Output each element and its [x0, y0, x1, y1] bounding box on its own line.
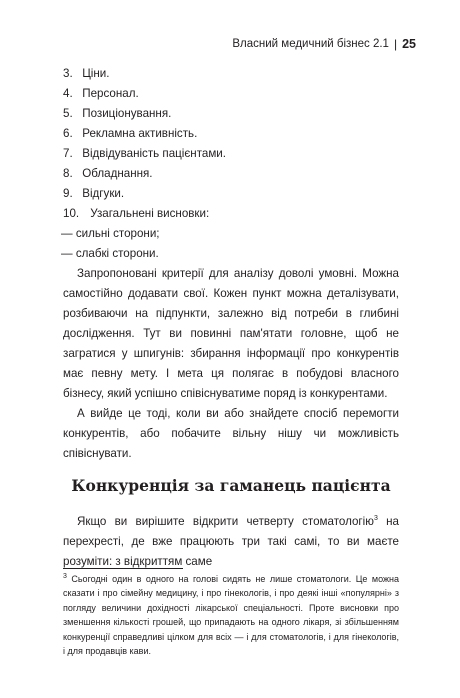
paragraph: А вийде це тоді, коли ви або знайдете спосіб перемогти конкурентів, або побачите вільну нішу чи можливість співіснувати. [63, 407, 399, 460]
list-item-number: 9. [63, 187, 73, 200]
list-item-text: Персонал. [82, 87, 139, 100]
list-item [63, 164, 403, 184]
paragraph: Запропоновані критерії для аналізу доволі умовні. Можна самостійно додавати свої. Кожен пункт можна деталізувати, розбиваючи на підпункти, залежно від потреби в глибині дослідження. Тут ви повинні пам'ятати головне, щоб не загратися у шпигунів: збирання інформації про конкурентів має певну мету. І мета ця полягає в побудові власного бізнесу, який успішно співіснуватиме поряд із конкурентами. [63, 267, 399, 400]
footnote [63, 572, 399, 658]
list-item-text: Відгуки. [82, 187, 125, 200]
list-item-number: 5. [63, 107, 73, 120]
list-item [63, 104, 403, 124]
section-heading: Конкуренція за гаманець пацієнта [71, 476, 391, 495]
footnote-text: Сьогодні один в одного на голові сидять не лише стоматологи. Це можна сказати і про сімейну медицину, і про гінекологів, і про деякі інші «популярні» з погляду величини дохідності лікарської спеціальності. Проте висновки про зменшення кількості грошей, що припадають на одного лікаря, зі збільшенням конкуренції справедливі цілком для всіх — і для стоматологів, і для гінекологів, і для продавців кави. [63, 574, 399, 657]
list-item [63, 144, 403, 164]
list-item-number: 3. [63, 67, 73, 80]
list-item-text: Узагальнені висновки: [90, 207, 210, 220]
paragraph [63, 512, 399, 572]
list-item-number: 4. [63, 87, 73, 100]
header-separator: | [393, 37, 398, 51]
list-item [63, 204, 403, 224]
list-item-number: 10. [63, 207, 80, 220]
list-item [63, 64, 403, 84]
body-text [63, 264, 399, 464]
paragraph-text: Якщо ви вирішите відкрити четверту стоматологію [77, 515, 374, 528]
list-item-text: Обладнання. [82, 167, 153, 180]
paragraph-text: на перехресті, де вже працюють три такі самі, то ви маєте розуміти: з відкриттям саме [63, 515, 399, 568]
footnote-marker: 3 [63, 573, 67, 580]
list-item [63, 84, 403, 104]
list-item [63, 124, 403, 144]
sublist-item: — слабкі сторони. [61, 247, 159, 260]
list-item-text: Позиціонування. [82, 107, 172, 120]
page-number: 25 [402, 37, 416, 51]
running-header-title: Власний медичний бізнес 2.1 [232, 38, 389, 50]
list-item-number: 7. [63, 147, 73, 160]
list-item [63, 184, 403, 204]
footnote-ref: 3 [373, 515, 378, 523]
list-item-number: 8. [63, 167, 73, 180]
sublist-item: — сильні сторони; [61, 227, 160, 240]
section-body [63, 512, 399, 572]
criteria-list [63, 64, 403, 264]
list-item-text: Рекламна активність. [82, 127, 198, 140]
list-item-text: Відвідуваність пацієнтами. [82, 147, 226, 160]
footnote-divider [63, 568, 183, 569]
list-item-number: 6. [63, 127, 73, 140]
running-header [232, 37, 416, 51]
list-item-text: Ціни. [82, 67, 110, 80]
